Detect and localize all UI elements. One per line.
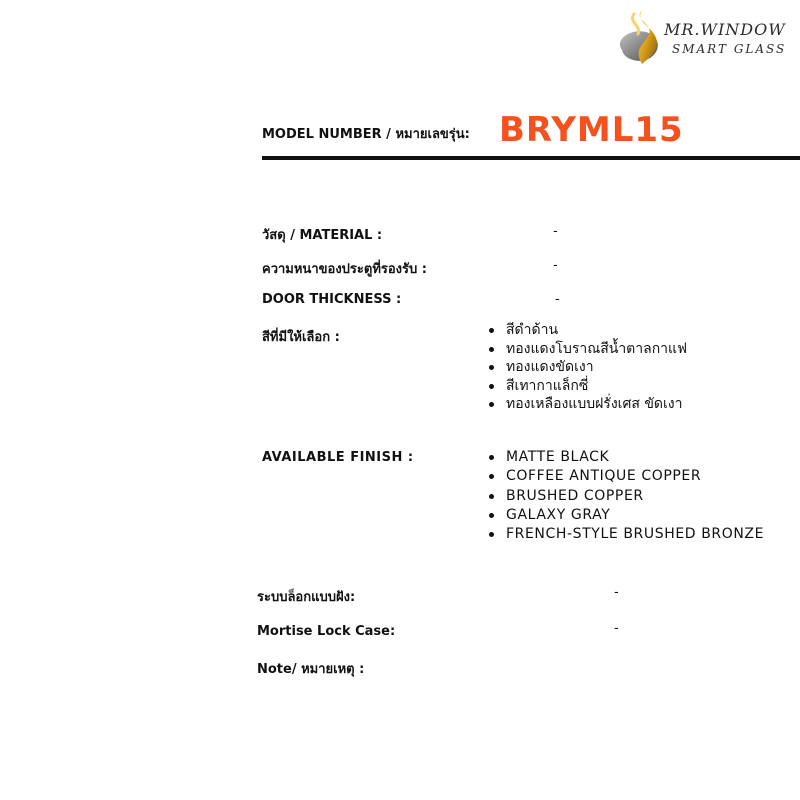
list-item: COFFEE ANTIQUE COPPER	[486, 467, 764, 486]
list-item: สีเทากาแล็กซี่	[486, 377, 687, 396]
door-thickness-th-value: -	[553, 258, 558, 273]
logo-brand-name: MR.WINDOW	[664, 20, 786, 39]
material-label: วัสดุ / MATERIAL :	[262, 228, 383, 243]
logo-tagline: SMART GLASS	[672, 42, 787, 56]
header-divider	[262, 156, 800, 160]
list-item: BRUSHED COPPER	[486, 487, 764, 506]
list-item: ทองแดงขัดเงา	[486, 358, 687, 377]
finish-en-list	[486, 448, 764, 544]
list-item: GALAXY GRAY	[486, 506, 764, 525]
door-thickness-th-label: ความหนาของประตูที่รองรับ :	[262, 262, 427, 277]
list-item: MATTE BLACK	[486, 448, 764, 467]
finish-en-label: AVAILABLE FINISH :	[262, 450, 414, 465]
note-label: Note/ หมายเหตุ :	[257, 662, 365, 677]
door-thickness-en-label: DOOR THICKNESS :	[262, 292, 402, 307]
material-value: -	[553, 224, 558, 239]
mortise-en-label: Mortise Lock Case:	[257, 624, 396, 639]
list-item: FRENCH-STYLE BRUSHED BRONZE	[486, 525, 764, 544]
mortise-en-value: -	[614, 621, 619, 636]
list-item: ทองเหลืองแบบฝรั่งเศส ขัดเงา	[486, 395, 687, 414]
colors-th-list	[486, 321, 687, 414]
model-number-label: MODEL NUMBER / หมายเลขรุ่น:	[262, 127, 470, 142]
model-number-value: BRYML15	[499, 110, 684, 150]
colors-th-label: สีที่มีให้เลือก :	[262, 330, 340, 345]
mortise-th-value: -	[614, 585, 619, 600]
mortise-th-label: ระบบล็อกแบบฝัง:	[257, 590, 356, 605]
door-thickness-en-value: -	[555, 292, 560, 307]
brand-logo	[612, 6, 800, 70]
list-item: ทองแดงโบราณสีน้ำตาลกาแฟ	[486, 340, 687, 359]
list-item: สีดำด้าน	[486, 321, 687, 340]
